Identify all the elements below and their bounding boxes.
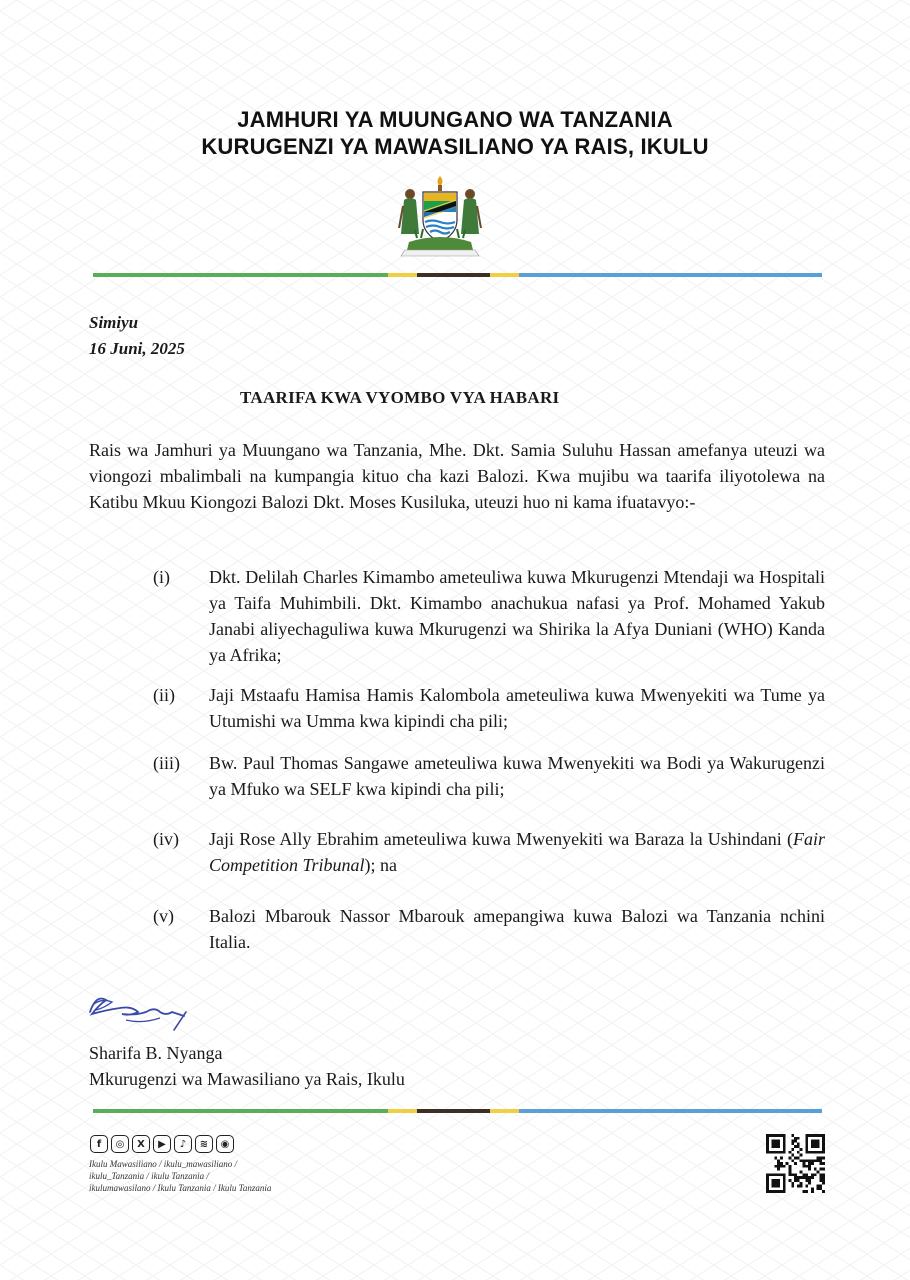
tanzania-coat-of-arms-icon — [395, 176, 485, 260]
podcast-icon[interactable]: ◉ — [216, 1135, 234, 1153]
social-handles-line: ikulumawasilano / Ikulu Tanzania / Ikulu Tanzania — [89, 1183, 272, 1193]
social-handles-line: Ikulu Mawasiliano / ikulu_mawasiliano / — [89, 1159, 237, 1169]
stripe-segment — [417, 1109, 490, 1113]
x-twitter-icon[interactable]: X — [132, 1135, 150, 1153]
spotify-icon[interactable]: ≋ — [195, 1135, 213, 1153]
item-text: Bw. Paul Thomas Sangawe ameteuliwa kuwa Mwenyekiti wa Bodi ya Wakurugenzi ya Mfuko wa SELF kwa kipindi cha pili; — [209, 753, 825, 799]
signer-title: Mkurugenzi wa Mawasiliano ya Rais, Ikulu — [89, 1069, 405, 1089]
social-media-icons — [90, 1135, 234, 1153]
instagram-icon[interactable]: ◎ — [111, 1135, 129, 1153]
stripe-segment — [93, 1109, 388, 1113]
item-text: Dkt. Delilah Charles Kimambo ameteuliwa kuwa Mkurugenzi Mtendaji wa Hospitali ya Taifa Muhimbili. Dkt. Kimambo anachukua nafasi ya Prof. Mohamed Yakub Janabi aliyechaguliwa kuwa Mkurugenzi wa Shirika la Afya Duniani (WHO) Kanda ya Afrika; — [209, 567, 825, 665]
item-text: Balozi Mbarouk Nassor Mbarouk amepangiwa kuwa Balozi wa Tanzania nchini Italia. — [209, 906, 825, 952]
stripe-segment — [93, 273, 388, 277]
item-text: Jaji Mstaafu Hamisa Hamis Kalombola ameteuliwa kuwa Mwenyekiti wa Tume ya Utumishi wa Umma kwa kipindi cha pili; — [209, 685, 825, 731]
facebook-icon[interactable]: f — [90, 1135, 108, 1153]
item-number: (v) — [153, 906, 174, 926]
stripe-segment — [490, 1109, 519, 1113]
item-number: (ii) — [153, 685, 175, 705]
item-number: (iii) — [153, 753, 180, 773]
item-text — [209, 826, 825, 878]
item-number: (i) — [153, 567, 170, 587]
stripe-segment — [490, 273, 519, 277]
stripe-segment — [519, 273, 822, 277]
social-handles-line: ikulu_Tanzania / ikulu Tanzania / — [89, 1171, 209, 1181]
qr-code-icon[interactable] — [766, 1134, 825, 1193]
stripe-segment — [519, 1109, 822, 1113]
item-text-part: Jaji Rose Ally Ebrahim ameteuliwa kuwa Mwenyekiti wa Baraza la Ushindani ( — [209, 829, 793, 849]
tiktok-icon[interactable]: ♪ — [174, 1135, 192, 1153]
stripe-segment — [388, 1109, 417, 1113]
signature-image — [86, 990, 192, 1036]
signer-name: Sharifa B. Nyanga — [89, 1043, 223, 1063]
item-number: (iv) — [153, 829, 179, 849]
document-title: TAARIFA KWA VYOMBO VYA HABARI — [240, 388, 560, 407]
tribunal-english-name: Fair Competition Tribunal — [209, 829, 825, 875]
stripe-segment — [388, 273, 417, 277]
release-place: Simiyu — [89, 313, 139, 332]
intro-paragraph: Rais wa Jamhuri ya Muungano wa Tanzania, Mhe. Dkt. Samia Suluhu Hassan amefanya uteuzi wa viongozi mbalimbali na kumpangia kituo cha kazi Balozi. Kwa mujibu wa taarifa iliyotolewa na Katibu Mkuu Kiongozi Balozi Dkt. Moses Kusiluka, uteuzi huo ni kama ifuatavyo:- — [89, 440, 825, 512]
social-handles — [89, 1158, 271, 1194]
item-text-part: ); na — [364, 855, 398, 875]
stripe-segment — [417, 273, 490, 277]
header-color-stripe — [93, 273, 822, 277]
footer-color-stripe — [93, 1109, 822, 1113]
header-directorate-name: KURUGENZI YA MAWASILIANO YA RAIS, IKULU — [201, 134, 709, 159]
youtube-icon[interactable]: ▶ — [153, 1135, 171, 1153]
header-republic-name: JAMHURI YA MUUNGANO WA TANZANIA — [237, 107, 673, 132]
release-date: 16 Juni, 2025 — [89, 339, 185, 358]
